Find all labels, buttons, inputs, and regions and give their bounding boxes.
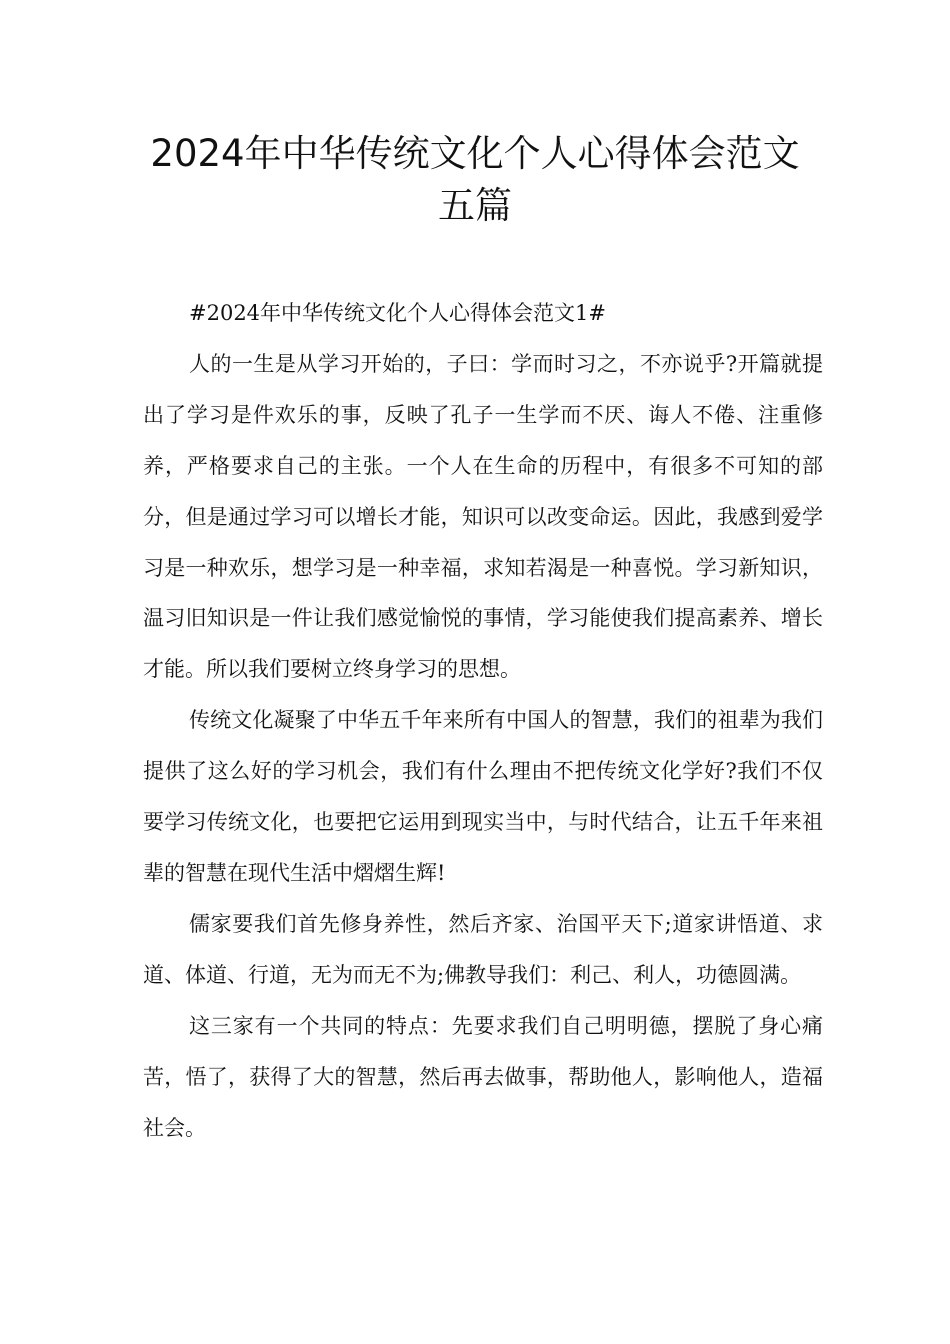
paragraph-4: 这三家有一个共同的特点：先要求我们自己明明德，摆脱了身心痛苦，悟了，获得了大的智慧，然后再去做事，帮助他人，影响他人，造福社会。 (143, 1013, 823, 1140)
paragraph-2: 传统文化凝聚了中华五千年来所有中国人的智慧，我们的祖辈为我们提供了这么好的学习机会，我们有什么理由不把传统文化学好?我们不仅要学习传统文化，也要把它运用到现实当中，与时代结合，让五千年来祖辈的智慧在现代生活中熠熠生辉! (143, 708, 823, 885)
title-line-1: 2024年中华传统文化个人心得体会范文 (150, 132, 800, 175)
paragraph-1: 人的一生是从学习开始的，子曰：学而时习之，不亦说乎?开篇就提出了学习是件欢乐的事，反映了孔子一生学而不厌、诲人不倦、注重修养，严格要求自己的主张。一个人在生命的历程中，有很多不可知的部分，但是通过学习可以增长才能，知识可以改变命运。因此，我感到爱学习是一种欢乐，想学习是一种幸福，求知若渴是一种喜悦。学习新知识，温习旧知识是一件让我们感觉愉悦的事情，学习能使我们提高素养、增长才能。所以我们要树立终身学习的思想。 (143, 351, 823, 682)
section-heading: #2024年中华传统文化个人心得体会范文1# (189, 301, 606, 325)
title-line-2: 五篇 (438, 184, 512, 227)
paragraph-3: 儒家要我们首先修身养性，然后齐家、治国平天下;道家讲悟道、求道、体道、行道，无为而无不为;佛教导我们：利己、利人，功德圆满。 (143, 911, 823, 987)
document-title (100, 128, 850, 232)
document-body (143, 288, 823, 1153)
